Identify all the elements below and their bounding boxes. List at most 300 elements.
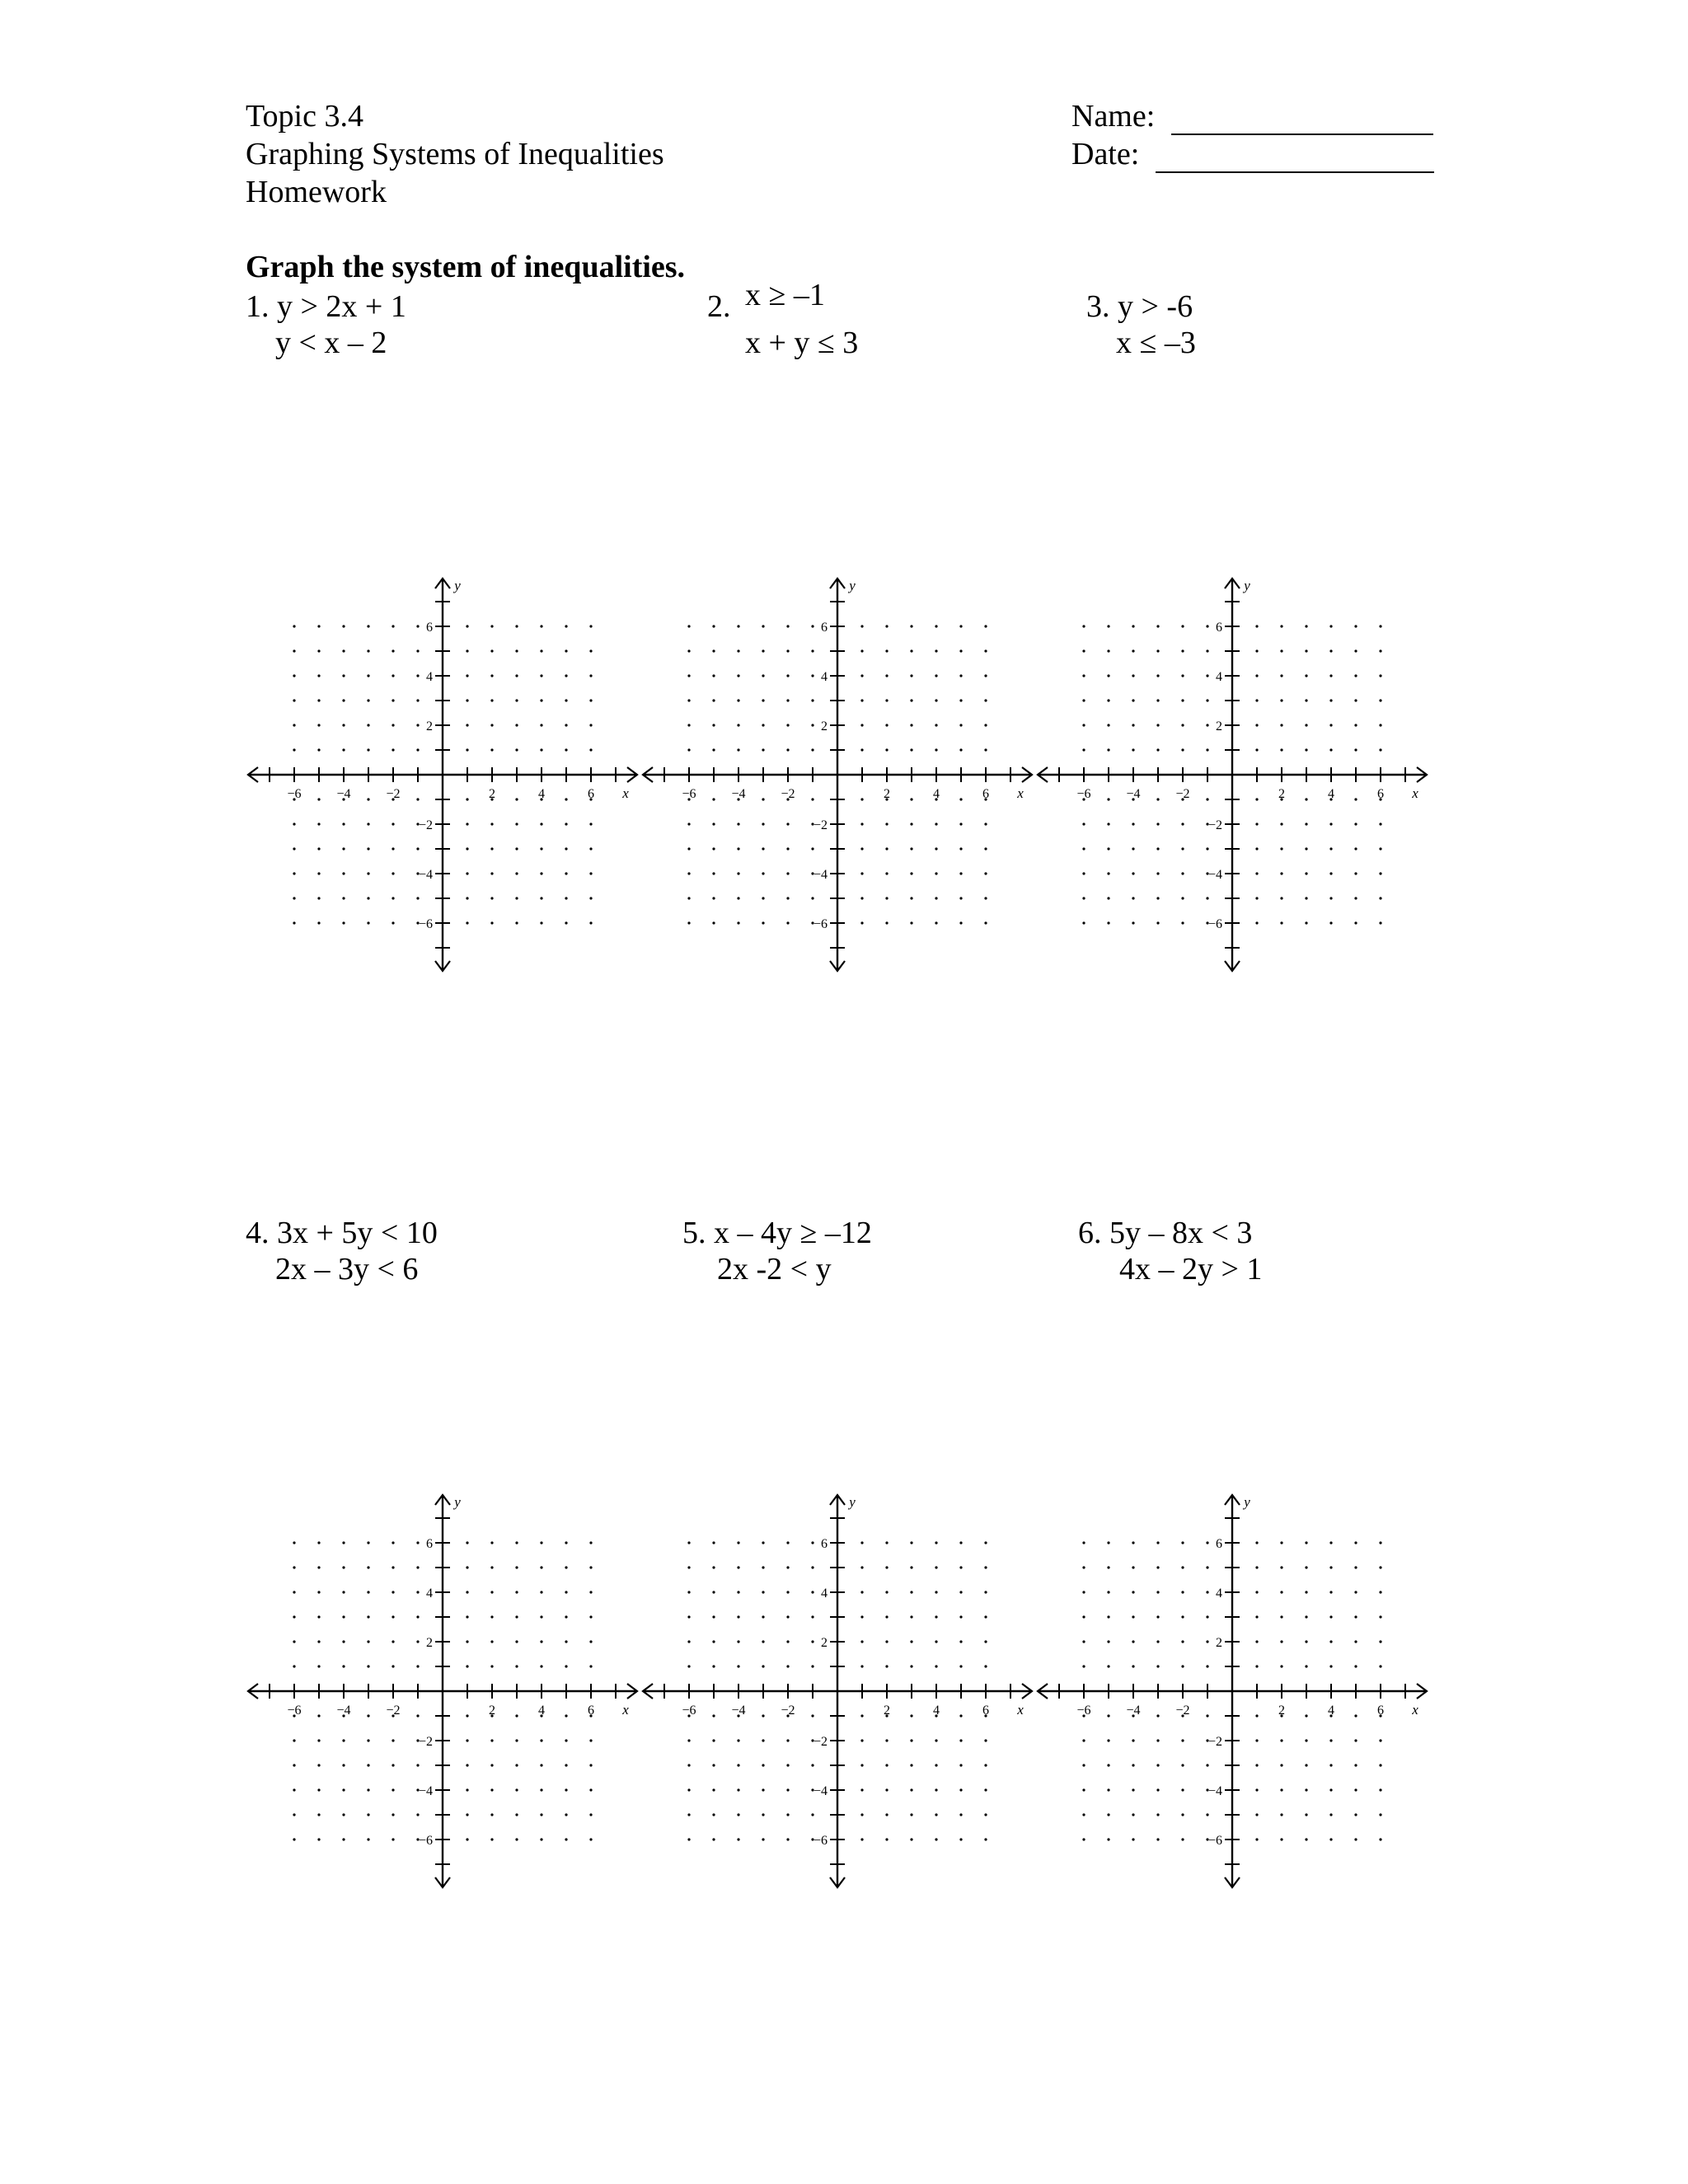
grid-dot (712, 823, 715, 825)
grid-dot (1156, 1739, 1159, 1741)
grid-dot (1305, 847, 1307, 850)
grid-dot (910, 748, 912, 751)
grid-dot (885, 1591, 888, 1593)
grid-dot (860, 1541, 863, 1544)
grid-dot (293, 1739, 295, 1741)
grid-dot (317, 674, 320, 677)
grid-dot (959, 724, 962, 726)
x-tick-label: −6 (682, 1704, 696, 1718)
y-tick-label: 2 (821, 719, 828, 733)
coordinate-grid-2[interactable] (640, 572, 1035, 977)
inequality-1: 3x + 5y < 10 (277, 1216, 438, 1250)
grid-dot (712, 798, 715, 800)
grid-dot (1107, 897, 1109, 899)
grid-dot (367, 872, 369, 874)
grid-dot (1354, 1764, 1357, 1766)
grid-dot (712, 1739, 715, 1741)
grid-dot (984, 674, 987, 677)
grid-dot (392, 1591, 394, 1593)
grid-dot (885, 748, 888, 751)
x-tick-label: 4 (538, 1704, 545, 1718)
grid-dot (589, 1739, 592, 1741)
grid-dot (860, 921, 863, 924)
grid-dot (293, 872, 295, 874)
grid-dot (540, 748, 542, 751)
grid-dot (317, 1714, 320, 1717)
grid-dot (1082, 847, 1085, 850)
grid-dot (1255, 649, 1258, 652)
x-axis-label: x (622, 1702, 629, 1718)
date-field[interactable] (1071, 135, 1434, 173)
grid-dot (392, 897, 394, 899)
x-tick-label: 2 (489, 787, 495, 801)
grid-dot (1255, 1764, 1258, 1766)
grid-dot (1354, 1838, 1357, 1840)
grid-dot (1132, 921, 1134, 924)
grid-dot (1107, 1591, 1109, 1593)
x-tick-label: 6 (588, 787, 594, 801)
grid-dot (515, 625, 518, 627)
grid-dot (540, 847, 542, 850)
grid-dot (1329, 699, 1332, 701)
grid-dot (984, 1566, 987, 1568)
x-tick-label: −2 (781, 1704, 795, 1718)
grid-dot (589, 1838, 592, 1840)
grid-dot (687, 897, 690, 899)
grid-dot (342, 1591, 345, 1593)
coordinate-grid-6[interactable] (1034, 1488, 1430, 1894)
grid-dot (1206, 649, 1208, 652)
grid-dot (811, 798, 814, 800)
grid-dot (786, 1566, 789, 1568)
grid-dot (712, 1788, 715, 1791)
grid-dot (1329, 1615, 1332, 1618)
grid-dot (589, 1591, 592, 1593)
grid-dot (1206, 1665, 1208, 1667)
grid-dot (515, 1739, 518, 1741)
grid-dot (762, 823, 764, 825)
grid-svg (245, 1488, 640, 1894)
grid-dot (1181, 1838, 1184, 1840)
instructions: Graph the system of inequalities. (246, 250, 686, 284)
grid-dot (367, 897, 369, 899)
grid-dot (811, 847, 814, 850)
grid-dot (762, 1739, 764, 1741)
grid-dot (1280, 897, 1282, 899)
grid-dot (885, 1640, 888, 1643)
grid-dot (589, 649, 592, 652)
grid-dot (466, 847, 468, 850)
grid-dot (342, 897, 345, 899)
grid-dot (1156, 847, 1159, 850)
grid-dot (984, 649, 987, 652)
grid-dot (885, 921, 888, 924)
grid-dot (342, 823, 345, 825)
grid-dot (762, 1838, 764, 1840)
grid-dot (935, 1591, 937, 1593)
grid-dot (910, 724, 912, 726)
grid-dot (540, 897, 542, 899)
coordinate-grid-3[interactable] (1034, 572, 1430, 977)
y-tick-label: −4 (1207, 868, 1222, 882)
grid-dot (935, 625, 937, 627)
grid-dot (515, 724, 518, 726)
grid-dot (490, 748, 493, 751)
grid-dot (293, 1838, 295, 1840)
grid-dot (540, 1566, 542, 1568)
grid-dot (565, 823, 567, 825)
grid-dot (984, 724, 987, 726)
grid-dot (540, 872, 542, 874)
grid-dot (1305, 699, 1307, 701)
grid-dot (1255, 1591, 1258, 1593)
grid-dot (392, 872, 394, 874)
grid-dot (293, 1813, 295, 1816)
grid-dot (392, 1566, 394, 1568)
name-field[interactable] (1071, 97, 1433, 135)
grid-dot (1329, 921, 1332, 924)
grid-dot (959, 1739, 962, 1741)
grid-dot (540, 1591, 542, 1593)
grid-dot (811, 748, 814, 751)
grid-dot (1156, 1615, 1159, 1618)
grid-dot (342, 1838, 345, 1840)
grid-dot (1379, 674, 1381, 677)
grid-dot (737, 897, 739, 899)
coordinate-grid-5[interactable] (640, 1488, 1035, 1894)
coordinate-grid-1[interactable] (245, 572, 640, 977)
grid-dot (540, 823, 542, 825)
grid-dot (959, 748, 962, 751)
grid-dot (1329, 724, 1332, 726)
grid-dot (392, 1665, 394, 1667)
date-blank[interactable] (1156, 143, 1434, 173)
grid-dot (342, 1615, 345, 1618)
grid-dot (565, 625, 567, 627)
grid-dot (490, 724, 493, 726)
grid-dot (786, 872, 789, 874)
grid-dot (762, 1764, 764, 1766)
grid-dot (1206, 1764, 1208, 1766)
grid-dot (984, 748, 987, 751)
grid-dot (515, 1615, 518, 1618)
grid-dot (737, 625, 739, 627)
grid-dot (1379, 1838, 1381, 1840)
grid-dot (786, 1813, 789, 1816)
grid-dot (959, 674, 962, 677)
grid-dot (1132, 1541, 1134, 1544)
grid-dot (910, 1566, 912, 1568)
grid-dot (712, 872, 715, 874)
grid-dot (1354, 1665, 1357, 1667)
grid-dot (687, 823, 690, 825)
grid-dot (1132, 1788, 1134, 1791)
grid-dot (416, 674, 419, 677)
grid-dot (1082, 1838, 1085, 1840)
grid-dot (1379, 847, 1381, 850)
grid-dot (885, 823, 888, 825)
problem-number: 6. (1078, 1216, 1102, 1250)
grid-dot (367, 1640, 369, 1643)
grid-dot (565, 724, 567, 726)
grid-dot (1379, 921, 1381, 924)
grid-dot (565, 1788, 567, 1791)
grid-dot (589, 674, 592, 677)
grid-dot (1280, 699, 1282, 701)
grid-dot (1305, 1788, 1307, 1791)
grid-dot (935, 897, 937, 899)
grid-dot (1082, 699, 1085, 701)
grid-dot (860, 699, 863, 701)
x-tick-label: −2 (1175, 787, 1190, 801)
grid-dot (885, 649, 888, 652)
grid-dot (466, 1640, 468, 1643)
grid-dot (1305, 649, 1307, 652)
grid-dot (1132, 674, 1134, 677)
grid-dot (737, 649, 739, 652)
name-blank[interactable] (1171, 105, 1433, 135)
grid-dot (935, 649, 937, 652)
grid-dot (342, 674, 345, 677)
grid-dot (1132, 847, 1134, 850)
grid-dot (490, 1838, 493, 1840)
grid-dot (885, 1739, 888, 1741)
grid-dot (565, 1838, 567, 1840)
grid-dot (910, 1714, 912, 1717)
grid-dot (984, 1838, 987, 1840)
x-tick-label: 6 (1377, 1704, 1384, 1718)
grid-dot (1107, 625, 1109, 627)
grid-dot (392, 748, 394, 751)
x-axis-label: x (622, 785, 629, 801)
grid-dot (984, 897, 987, 899)
grid-dot (1206, 674, 1208, 677)
grid-dot (490, 872, 493, 874)
grid-dot (1156, 897, 1159, 899)
grid-dot (1132, 823, 1134, 825)
grid-dot (959, 1566, 962, 1568)
grid-dot (416, 1615, 419, 1618)
grid-dot (515, 1566, 518, 1568)
x-tick-label: 2 (1278, 787, 1285, 801)
grid-dot (1132, 897, 1134, 899)
grid-dot (565, 1591, 567, 1593)
grid-dot (737, 699, 739, 701)
grid-dot (416, 699, 419, 701)
grid-dot (1255, 897, 1258, 899)
grid-dot (737, 674, 739, 677)
grid-dot (984, 1764, 987, 1766)
inequality-2: 2x -2 < y (717, 1252, 832, 1286)
grid-dot (466, 649, 468, 652)
grid-dot (1206, 1591, 1208, 1593)
grid-dot (1206, 699, 1208, 701)
inequality-2: 2x – 3y < 6 (275, 1252, 419, 1286)
y-tick-label: −4 (418, 1784, 433, 1798)
grid-dot (490, 921, 493, 924)
x-tick-label: −6 (682, 787, 696, 801)
grid-dot (762, 1813, 764, 1816)
grid-dot (1354, 724, 1357, 726)
grid-dot (984, 1541, 987, 1544)
grid-dot (687, 1739, 690, 1741)
grid-dot (1280, 1665, 1282, 1667)
grid-dot (540, 1838, 542, 1840)
grid-dot (317, 625, 320, 627)
grid-dot (860, 674, 863, 677)
grid-dot (762, 872, 764, 874)
grid-dot (490, 1591, 493, 1593)
grid-dot (466, 1739, 468, 1741)
grid-dot (786, 674, 789, 677)
grid-dot (317, 1813, 320, 1816)
grid-dot (293, 724, 295, 726)
grid-dot (762, 674, 764, 677)
grid-dot (1329, 1813, 1332, 1816)
grid-dot (367, 1838, 369, 1840)
grid-dot (860, 1813, 863, 1816)
x-tick-label: −4 (336, 787, 351, 801)
grid-dot (515, 1838, 518, 1840)
grid-dot (1379, 872, 1381, 874)
grid-dot (367, 1615, 369, 1618)
grid-dot (811, 649, 814, 652)
grid-dot (1305, 674, 1307, 677)
grid-dot (1305, 823, 1307, 825)
grid-dot (342, 1541, 345, 1544)
grid-dot (515, 748, 518, 751)
grid-dot (1379, 1788, 1381, 1791)
y-tick-label: 2 (1216, 719, 1222, 733)
grid-dot (1181, 823, 1184, 825)
inequality-1: y > -6 (1118, 289, 1193, 324)
grid-dot (811, 1813, 814, 1816)
grid-dot (317, 823, 320, 825)
grid-dot (1379, 1640, 1381, 1643)
grid-dot (1354, 699, 1357, 701)
grid-dot (1156, 872, 1159, 874)
y-tick-label: 6 (821, 1537, 828, 1551)
grid-dot (1132, 1591, 1134, 1593)
grid-dot (737, 847, 739, 850)
y-tick-label: 2 (1216, 1636, 1222, 1650)
grid-dot (466, 1566, 468, 1568)
grid-dot (687, 649, 690, 652)
x-tick-label: −6 (287, 1704, 302, 1718)
grid-dot (317, 1764, 320, 1766)
grid-dot (959, 1813, 962, 1816)
grid-dot (762, 625, 764, 627)
grid-dot (737, 1566, 739, 1568)
grid-dot (1255, 1838, 1258, 1840)
grid-dot (1255, 1665, 1258, 1667)
grid-dot (885, 1838, 888, 1840)
grid-dot (293, 921, 295, 924)
grid-dot (910, 1838, 912, 1840)
coordinate-grid-4[interactable] (245, 1488, 640, 1894)
grid-dot (317, 649, 320, 652)
grid-dot (959, 872, 962, 874)
grid-dot (687, 1788, 690, 1791)
grid-dot (1107, 847, 1109, 850)
problem-number: 2. (707, 289, 731, 324)
problem-number: 4. (246, 1216, 270, 1250)
grid-dot (959, 1615, 962, 1618)
grid-dot (762, 1788, 764, 1791)
grid-dot (712, 1615, 715, 1618)
y-tick-label: 2 (821, 1636, 828, 1650)
grid-dot (811, 1665, 814, 1667)
grid-dot (367, 674, 369, 677)
grid-dot (540, 1764, 542, 1766)
grid-dot (589, 847, 592, 850)
grid-dot (342, 847, 345, 850)
grid-dot (737, 823, 739, 825)
grid-dot (1354, 897, 1357, 899)
grid-dot (1379, 1591, 1381, 1593)
grid-dot (565, 1714, 567, 1717)
grid-dot (1132, 724, 1134, 726)
y-tick-label: 4 (426, 1586, 433, 1601)
grid-dot (1156, 625, 1159, 627)
grid-dot (1280, 921, 1282, 924)
x-axis-label: x (1017, 1702, 1024, 1718)
inequality-2: x ≤ –3 (1116, 326, 1196, 360)
grid-dot (540, 1615, 542, 1618)
x-tick-label: 2 (489, 1704, 495, 1718)
grid-dot (811, 1591, 814, 1593)
y-tick-label: 4 (821, 670, 828, 684)
grid-dot (1379, 1764, 1381, 1766)
grid-dot (1354, 847, 1357, 850)
grid-dot (540, 674, 542, 677)
grid-dot (737, 921, 739, 924)
grid-dot (1206, 798, 1208, 800)
grid-dot (811, 699, 814, 701)
grid-dot (1082, 1788, 1085, 1791)
grid-dot (1255, 1566, 1258, 1568)
grid-dot (1329, 674, 1332, 677)
grid-dot (1181, 847, 1184, 850)
grid-dot (466, 724, 468, 726)
grid-dot (342, 1764, 345, 1766)
grid-dot (1082, 1739, 1085, 1741)
grid-dot (1329, 748, 1332, 751)
grid-dot (737, 1788, 739, 1791)
grid-dot (1181, 1764, 1184, 1766)
grid-dot (293, 847, 295, 850)
grid-dot (515, 1665, 518, 1667)
grid-dot (1255, 798, 1258, 800)
grid-dot (490, 1665, 493, 1667)
grid-dot (786, 1665, 789, 1667)
grid-dot (367, 1541, 369, 1544)
grid-dot (737, 1764, 739, 1766)
grid-dot (367, 1714, 369, 1717)
grid-dot (1255, 748, 1258, 751)
grid-dot (1305, 724, 1307, 726)
grid-dot (589, 724, 592, 726)
grid-dot (317, 724, 320, 726)
grid-dot (1354, 1739, 1357, 1741)
grid-dot (1107, 798, 1109, 800)
grid-dot (416, 1591, 419, 1593)
grid-dot (293, 1788, 295, 1791)
grid-dot (712, 649, 715, 652)
grid-dot (712, 1714, 715, 1717)
grid-dot (687, 921, 690, 924)
grid-dot (1280, 724, 1282, 726)
